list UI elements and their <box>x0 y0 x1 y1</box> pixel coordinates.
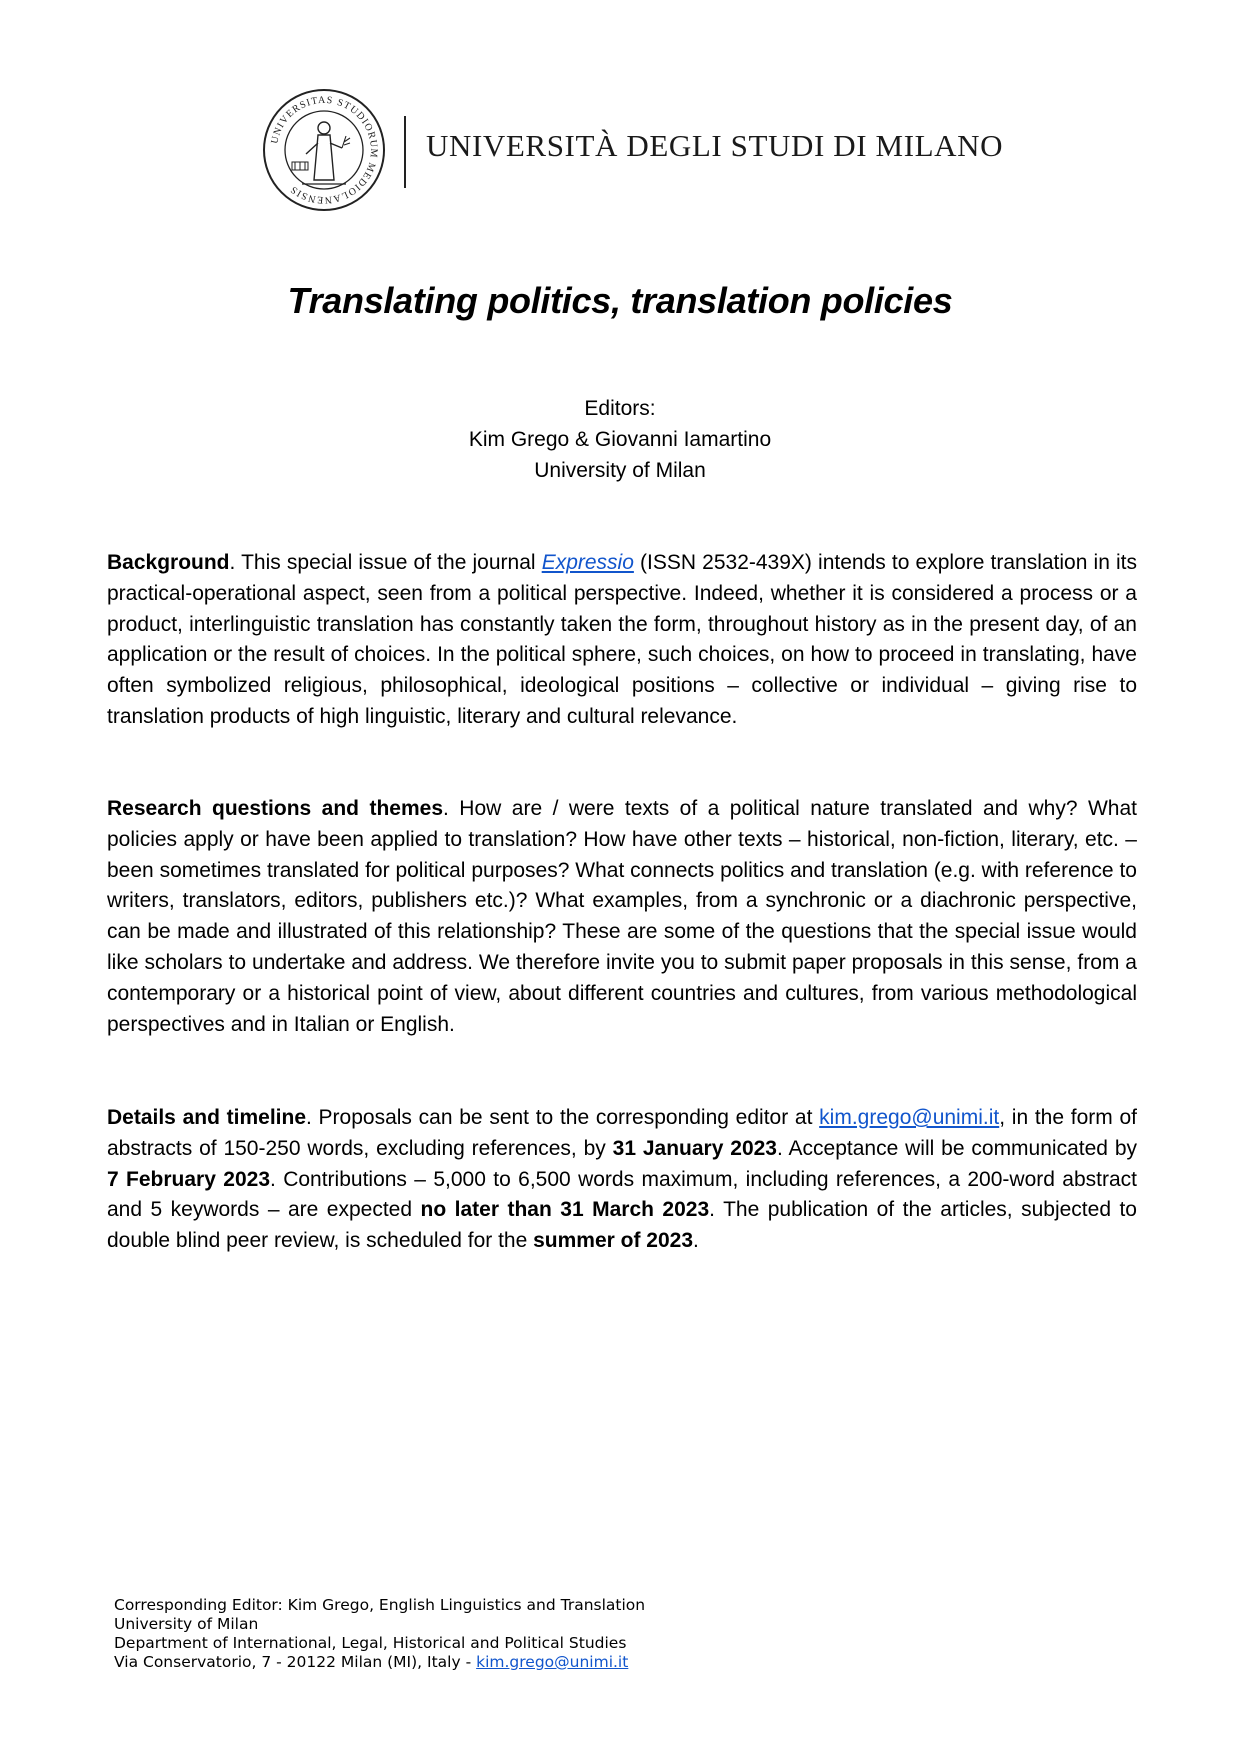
footer-email-link[interactable]: kim.grego@unimi.it <box>476 1653 629 1671</box>
details-text: . Proposals can be sent to the corresponding editor at <box>306 1106 820 1129</box>
footer-address: Via Conservatorio, 7 - 20122 Milan (MI), Italy - <box>114 1653 477 1671</box>
research-paragraph <box>107 794 1137 1040</box>
editors-names: Kim Grego & Giovanni Iamartino <box>468 428 772 451</box>
details-text: . Contributions – 5,000 to 6,500 words maximum, including references, a 200-word abstract and 5 keywords – are expected <box>107 1167 1137 1222</box>
editors-affiliation: University of Milan <box>534 459 706 482</box>
details-text: . The publication of the articles, subjected to double blind peer review, is scheduled for the <box>107 1198 1137 1253</box>
details-heading: Details and timeline <box>107 1106 306 1129</box>
footer-contact <box>114 1596 645 1672</box>
editor-email-link[interactable]: kim.grego@unimi.it <box>819 1106 1000 1129</box>
details-text: . <box>693 1229 699 1253</box>
background-text: . This special issue of the journal <box>229 551 542 574</box>
acceptance-date: 7 February 2023 <box>107 1167 270 1191</box>
university-name: UNIVERSITÀ DEGLI STUDI DI MILANO <box>426 128 1004 163</box>
contribution-deadline: no later than 31 March 2023 <box>420 1198 710 1222</box>
details-text: , in the form of abstracts of 150-250 words, excluding references, by <box>107 1106 1137 1160</box>
research-heading: Research questions and themes <box>107 797 443 820</box>
seal-text: UNIVERSITAS STUDIORUM MEDIOLANENSIS <box>269 94 380 206</box>
university-header <box>262 88 1004 214</box>
publication-date: summer of 2023 <box>533 1229 694 1253</box>
details-paragraph <box>107 1103 1137 1257</box>
research-text: . How are / were texts of a political nature translated and why? What policies apply or have been applied to translation? How have other texts – historical, non-fiction, literary, etc. – been sometimes translated for political purposes? What connects politics and translation (e.g. with reference to writers, translators, editors, publishers etc.)? What examples, from a synchronic or a diachronic perspective, can be made and illustrated of this relationship? These are some of the questions that the special issue would like scholars to undertake and address. We therefore invite you to submit paper proposals in this sense, from a contemporary or a historical point of view, about different countries and cultures, from various methodological perspectives and in Italian or English. <box>107 797 1137 1036</box>
footer-line <box>114 1653 645 1672</box>
journal-link[interactable]: Expressio <box>541 551 634 574</box>
footer-line: Corresponding Editor: Kim Grego, English Linguistics and Translation <box>114 1596 646 1614</box>
editors-block <box>0 393 1240 486</box>
header-divider <box>404 116 406 188</box>
details-text: . Acceptance will be communicated by <box>777 1136 1137 1160</box>
footer-line: Department of International, Legal, Historical and Political Studies <box>114 1634 627 1652</box>
abstract-deadline: 31 January 2023 <box>612 1136 777 1160</box>
background-heading: Background <box>107 551 230 574</box>
footer-line: University of Milan <box>114 1615 259 1633</box>
editors-label: Editors: <box>584 397 656 420</box>
background-paragraph <box>107 548 1137 733</box>
university-seal-icon <box>262 88 386 212</box>
page-title: Translating politics, translation policies <box>287 280 953 321</box>
background-text: (ISSN 2532-439X) intends to explore translation in its practical-operational aspect, seen from a political perspective. Indeed, whether it is considered a process or a product, interlinguistic translation has constantly taken the form, throughout history as in the present day, of an application or the result of choices. In the political sphere, such choices, on how to proceed in translating, have often symbolized religious, philosophical, ideological positions – collective or individual – giving rise to translation products of high linguistic, literary and cultural relevance. <box>107 551 1138 728</box>
